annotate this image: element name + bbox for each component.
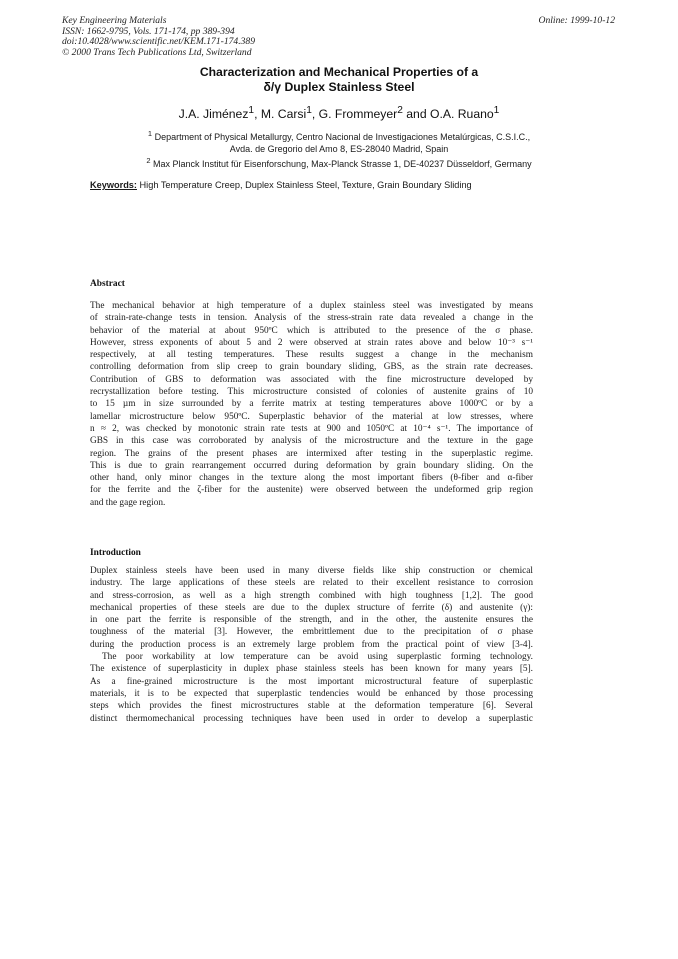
- abstract-line: Contribution of GBS to deformation was associated with the fine microstructure developed by: [90, 374, 533, 385]
- intro-line: The existence of superplasticity in duplex phase stainless steels has been known for many years [5].: [90, 664, 533, 675]
- keywords-text: High Temperature Creep, Duplex Stainless Steel, Texture, Grain Boundary Sliding: [139, 180, 472, 190]
- intro-line: distinct thermomechanical processing techniques have been used in order to develop a superplastic: [90, 713, 533, 724]
- intro-line: mechanical properties of these steels are due to the duplex structure of ferrite (δ) and austenite (γ):: [90, 602, 533, 613]
- affiliation-mark: 1: [147, 129, 153, 138]
- introduction-body: [90, 565, 533, 725]
- affiliation-line: Department of Physical Metallurgy, Centro Nacional de Investigaciones Metalúrgicas, C.S.I.C.,: [154, 132, 531, 142]
- abstract-body: [90, 300, 533, 509]
- author-name: J.A. Jiménez: [178, 107, 249, 122]
- intro-line: steps which provides the finest microstructures stable at the deformation temperature [6]. Several: [90, 701, 533, 712]
- keywords: [90, 179, 590, 191]
- affiliation-2: [62, 155, 616, 171]
- title-line-2: δ/γ Duplex Stainless Steel: [263, 80, 415, 94]
- intro-line: The poor workability at low temperature can be avoid using superplastic forming technology.: [102, 652, 533, 663]
- intro-line: industry. The large applications of these steels are related to their excellent resistance to corrosion: [90, 578, 533, 589]
- abstract-line: for the ferrite and the ζ-fiber for the austenite) were observed between the undeformed grip region: [90, 485, 533, 496]
- abstract-line: of strain-rate-change tests in tension. Analysis of the stress-strain rate data revealed a change in the: [90, 313, 533, 324]
- paper-title: [62, 65, 616, 95]
- author-list: J.A. Jiménez$^1$, M. Carsi$^1$, G. Frommeyer$^2$ and O.A. Ruano$^1$: [178, 105, 500, 122]
- abstract-line: However, stress exponents of about 5 and 2 were observed at strain rates above and below 10⁻³ s⁻¹: [90, 337, 533, 348]
- abstract-line: and the gage region.: [90, 497, 166, 508]
- author-affiliation-mark: 1: [306, 105, 312, 116]
- author-affiliation-mark: 1: [493, 105, 500, 116]
- author-affiliation-mark: 2: [397, 105, 403, 116]
- abstract-line: to 15 µm in size surrounded by a ferrite matrix at testing temperatures above 1000ºC or by a: [90, 399, 533, 410]
- author-name: M. Carsi: [260, 107, 307, 122]
- affiliation-line: Avda. de Gregorio del Amo 8, ES-28040 Madrid, Spain: [229, 143, 449, 154]
- abstract-line: lamellar microstructure below 950ºC. Superplastic behavior of the material at low stresses, where: [90, 411, 533, 422]
- journal-info: [62, 16, 255, 58]
- title-line-1: Characterization and Mechanical Properties of a: [199, 65, 479, 79]
- author-name: O.A. Ruano: [429, 107, 494, 122]
- abstract-line: controlling deformation from slip creep to grain boundary sliding, GBS, as the strain rate decreases.: [90, 362, 533, 373]
- abstract-line: The mechanical behavior at high temperature of a duplex stainless steel was investigated by means: [90, 301, 533, 311]
- keywords-label: Keywords:: [90, 180, 137, 190]
- abstract-line: This is due to grain rearrangement occurred during deformation by grain boundary sliding. On the: [90, 460, 533, 471]
- abstract-line: other hand, only minor changes in the texture along the most important fibers (θ-fiber and α-fiber: [90, 473, 533, 484]
- intro-line: materials, it is to be expected that superplastic tendencies would be enhanced by those processing: [90, 688, 533, 699]
- abstract-line: region. The grains of the present phases are intermixed after testing in the superplastic regime.: [90, 448, 533, 459]
- abstract-heading: Abstract: [90, 279, 125, 289]
- abstract-line: n ≈ 2, was checked by monotonic strain rate tests at 900 and 1050ºC at 10⁻⁴ s⁻¹. The importance of: [90, 423, 533, 434]
- abstract-line: behavior of the material at about 950ºC which is attributed to the presence of the σ phase.: [90, 325, 533, 336]
- intro-line: toughness of the material [3]. However, the embrittlement due to the precipitation of σ phase: [90, 627, 533, 638]
- affiliation-1: [62, 128, 616, 155]
- intro-line: in one part the ferrite is responsible of the strength, and in the other, the austenite ensures the: [90, 615, 533, 626]
- issn-line: ISSN: 1662-9795, Vols. 171-174, pp 389-394: [62, 25, 235, 37]
- author-affiliation-mark: 1: [248, 105, 255, 116]
- abstract-line: GBS in this case was corroborated by analysis of the microstructure and the texture in the gage: [90, 436, 533, 447]
- doi-line: doi:10.4028/www.scientific.net/KEM.171-174.389: [62, 36, 256, 48]
- online-date: Online: 1999-10-12: [538, 15, 615, 26]
- intro-line: and stress-corrosion, as well as a high strength combined with high toughness [1,2]. The good: [90, 590, 533, 601]
- abstract-line: respectively, at all testing temperatures. These results suggest a change in the mechanism: [90, 350, 533, 361]
- journal-name: Key Engineering Materials: [62, 15, 167, 26]
- intro-line: during the production process is an extremely large problem from the practical point of view [3-4].: [90, 639, 533, 650]
- affiliation-line: Max Planck Institut für Eisenforschung, Max-Planck Strasse 1, DE-40237 Düsseldorf, Germany: [153, 159, 532, 169]
- abstract-line: recrystallization before testing. This microstructure consisted of colonies of austenite grains of 10: [90, 387, 533, 398]
- introduction-heading: Introduction: [90, 548, 141, 558]
- intro-line: As a fine-grained microstructure is the most important microstructural feature of superplastic: [90, 676, 533, 687]
- author-name: G. Frommeyer: [318, 107, 398, 122]
- affiliation-mark: 2: [146, 156, 151, 165]
- copyright-line: © 2000 Trans Tech Publications Ltd, Switzerland: [62, 46, 252, 58]
- intro-line: Duplex stainless steels have been used in many diverse fields like ship construction or chemical: [90, 566, 533, 576]
